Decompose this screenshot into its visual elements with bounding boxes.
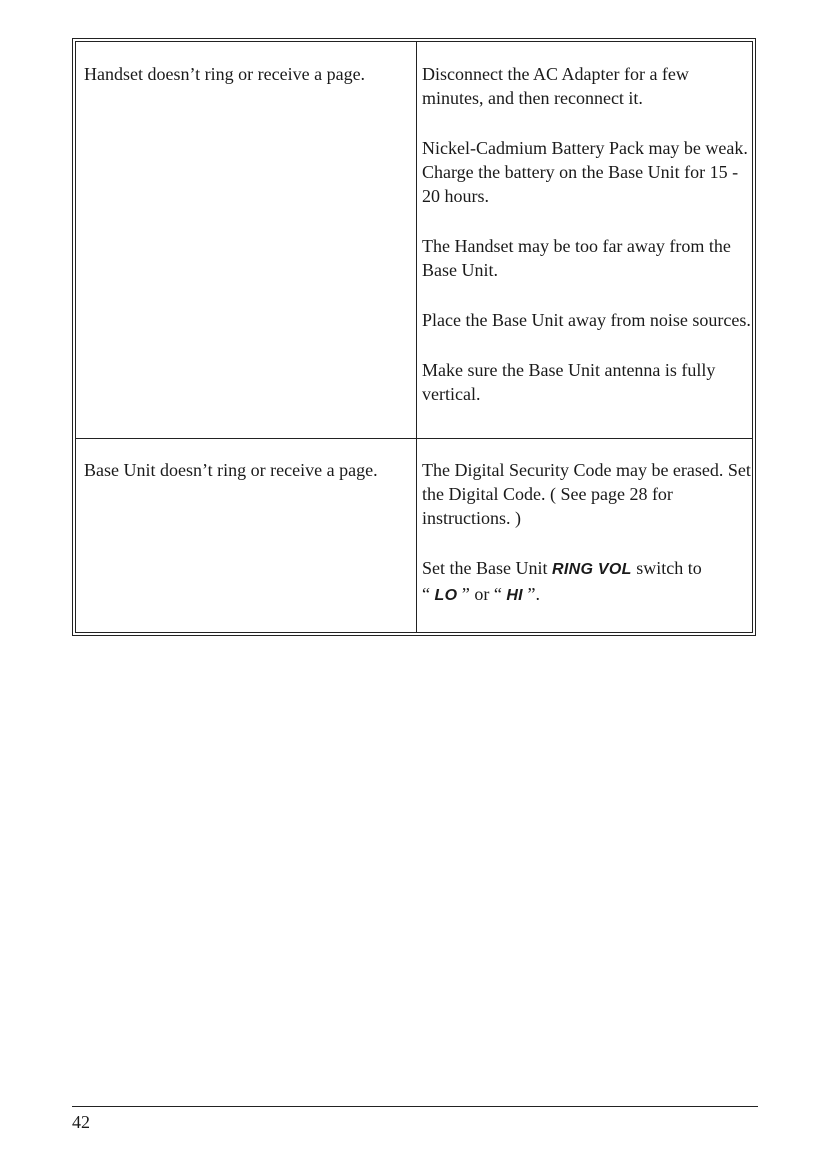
row-divider bbox=[76, 438, 752, 439]
ring-vol-end: . bbox=[535, 584, 540, 604]
problem-base-no-ring: Base Unit doesn’t ring or receive a page. bbox=[84, 460, 378, 480]
ring-vol-middle: switch to bbox=[631, 558, 702, 578]
quote-open-lo: “ bbox=[422, 584, 435, 604]
footer-rule bbox=[72, 1106, 758, 1107]
solution-reconnect-adapter: Disconnect the AC Adapter for a few minutes, and then reconnect it. bbox=[422, 64, 689, 108]
quote-close-lo: ” bbox=[457, 584, 470, 604]
column-divider bbox=[416, 42, 417, 632]
option-hi: HI bbox=[506, 587, 523, 604]
solution-security-code: The Digital Security Code may be erased. Set the Digital Code. ( See page 28 for instructions. ) bbox=[422, 460, 751, 528]
solutions-base-no-ring bbox=[422, 458, 752, 634]
solution-ring-vol-switch bbox=[422, 556, 752, 608]
solution-handset-distance: The Handset may be too far away from the Base Unit. bbox=[422, 236, 731, 280]
ring-vol-switch-name: RING VOL bbox=[551, 561, 632, 578]
table-inner-border bbox=[75, 41, 753, 633]
page-number: 42 bbox=[72, 1112, 90, 1132]
ring-vol-prefix: Set the Base Unit bbox=[422, 558, 552, 578]
problem-handset-no-ring: Handset doesn’t ring or receive a page. bbox=[84, 64, 366, 84]
or-text: or bbox=[469, 584, 494, 604]
solution-antenna-vertical: Make sure the Base Unit antenna is fully vertical. bbox=[422, 360, 716, 404]
solution-charge-battery: Nickel-Cadmium Battery Pack may be weak. Charge the battery on the Base Unit for 15 - 20 hours. bbox=[422, 138, 748, 206]
solution-noise-sources: Place the Base Unit away from noise sources. bbox=[422, 310, 751, 330]
troubleshooting-table bbox=[72, 38, 756, 636]
quote-open-hi: “ bbox=[493, 584, 507, 604]
option-lo: LO bbox=[434, 587, 458, 604]
solutions-handset-no-ring bbox=[422, 62, 752, 432]
quote-close-hi: ” bbox=[522, 584, 536, 604]
